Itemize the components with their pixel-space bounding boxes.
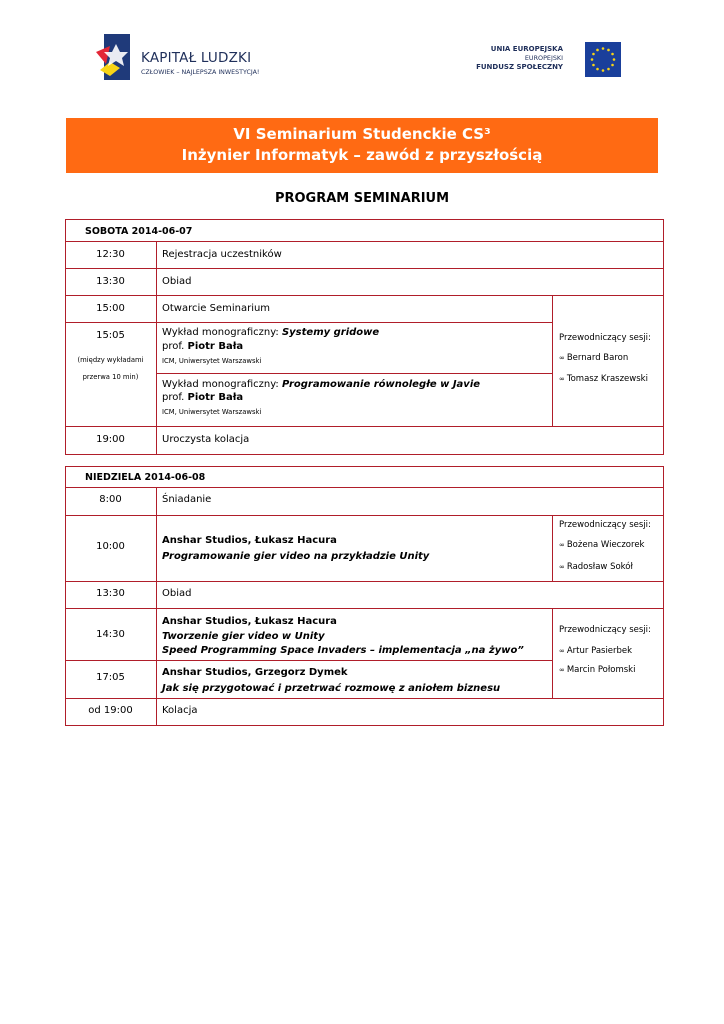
row-text: Obiad	[162, 588, 192, 599]
sunday-table	[65, 466, 664, 726]
eu-star-icon	[611, 64, 614, 67]
lecture1-speaker: prof. Piotr Bała	[162, 341, 244, 352]
row-time: 17:05	[96, 672, 125, 683]
lecture-time: 15:05	[96, 330, 125, 341]
eu-line1: UNIA EUROPEJSKA	[490, 45, 563, 53]
kapital-ludzki-title: KAPITAŁ LUDZKI	[141, 50, 252, 66]
chair-person: ∞ Bernard Baron	[559, 353, 629, 363]
row-text: Kolacja	[162, 705, 198, 716]
eu-star-icon	[602, 69, 605, 72]
eu-star-icon	[611, 53, 614, 56]
eu-star-icon	[596, 68, 599, 71]
row-time: 13:30	[96, 276, 125, 287]
bullet-icon: ∞	[559, 563, 565, 571]
eu-star-icon	[592, 53, 595, 56]
saturday-day-header: SOBOTA 2014-06-07	[85, 226, 193, 237]
bullet-icon: ∞	[559, 354, 565, 362]
talk-title: Programowanie gier video na przykładzie Unity	[162, 551, 430, 562]
eu-line2: EUROPEJSKI	[524, 54, 563, 62]
chair-person: ∞ Radosław Sokół	[559, 562, 633, 572]
row-time: 14:30	[96, 629, 125, 640]
chairs-label: Przewodniczący sesji:	[559, 333, 651, 343]
banner-subtitle: Inżynier Informatyk – zawód z przyszłością	[181, 146, 543, 164]
row-time: 8:00	[99, 494, 122, 505]
chair-person: ∞ Marcin Połomski	[559, 665, 636, 675]
chairs-label: Przewodniczący sesji:	[559, 625, 651, 635]
chairs-label: Przewodniczący sesji:	[559, 520, 651, 530]
banner-title: VI Seminarium Studenckie CS³	[233, 125, 491, 143]
row-text: Obiad	[162, 276, 192, 287]
row-time: 10:00	[96, 541, 125, 552]
lecture1-title: Wykład monograficzny: Systemy gridowe	[162, 327, 380, 338]
program-title: PROGRAM SEMINARIUM	[274, 191, 450, 206]
lecture2-speaker: prof. Piotr Bała	[162, 392, 244, 403]
row-time: 12:30	[96, 249, 125, 260]
talk-speaker: Anshar Studios, Łukasz Hacura	[162, 535, 337, 546]
table-row	[66, 608, 663, 699]
chair-person: ∞ Artur Pasierbek	[559, 646, 633, 656]
eu-line3: FUNDUSZ SPOŁECZNY	[476, 63, 563, 71]
table-row	[66, 698, 663, 726]
eu-star-icon	[591, 58, 594, 61]
eu-star-icon	[602, 47, 605, 50]
talk-title: Jak się przygotować i przetrwać rozmowę z aniołem biznesu	[162, 683, 501, 694]
table-row	[66, 241, 663, 269]
chair-person: ∞ Tomasz Kraszewski	[559, 374, 648, 384]
row-time: 19:00	[96, 434, 125, 445]
eu-star-icon	[607, 68, 610, 71]
kapital-ludzki-subtitle: CZŁOWIEK – NAJLEPSZA INWESTYCJA!	[141, 69, 260, 76]
sunday-day-header: NIEDZIELA 2014-06-08	[85, 472, 206, 483]
row-text: Otwarcie Seminarium	[162, 303, 271, 314]
table-row	[66, 426, 663, 455]
bullet-icon: ∞	[559, 647, 565, 655]
bullet-icon: ∞	[559, 666, 565, 674]
lecture1-affiliation: ICM, Uniwersytet Warszawski	[162, 357, 262, 365]
lecture2-affiliation: ICM, Uniwersytet Warszawski	[162, 408, 262, 416]
talk-subtitle: Speed Programming Space Invaders – implementacja „na żywo”	[162, 645, 524, 656]
row-text: Rejestracja uczestników	[162, 249, 282, 260]
row-time: 13:30	[96, 588, 125, 599]
kapital-ludzki-emblem-icon	[96, 32, 136, 82]
table-row	[66, 487, 663, 515]
bullet-icon: ∞	[559, 375, 565, 383]
eu-star-icon	[592, 64, 595, 67]
table-row	[66, 295, 663, 323]
eu-logo	[476, 41, 623, 79]
eu-flag-icon	[585, 42, 621, 77]
eu-text	[476, 45, 563, 72]
break-note-line1: (między wykładami	[77, 356, 144, 364]
talk-title: Tworzenie gier video w Unity	[162, 631, 325, 642]
lecture2-title: Wykład monograficzny: Programowanie równoległe w Javie	[162, 379, 481, 390]
row-time: 15:00	[96, 303, 125, 314]
chair-person: ∞ Bożena Wieczorek	[559, 540, 645, 550]
eu-star-icon	[596, 49, 599, 52]
seminar-banner	[66, 118, 658, 173]
break-note-line2: przerwa 10 min)	[82, 373, 139, 381]
table-row	[66, 268, 663, 296]
eu-star-icon	[613, 58, 616, 61]
eu-star-icon	[607, 49, 610, 52]
row-text: Śniadanie	[162, 494, 212, 505]
bullet-icon: ∞	[559, 541, 565, 549]
row-time: od 19:00	[88, 705, 133, 716]
kapital-ludzki-logo	[96, 32, 276, 84]
table-row	[66, 581, 663, 609]
saturday-table	[65, 219, 664, 455]
talk-speaker: Anshar Studios, Łukasz Hacura	[162, 616, 337, 627]
talk-speaker: Anshar Studios, Grzegorz Dymek	[162, 667, 348, 678]
row-text: Uroczysta kolacja	[162, 434, 250, 445]
